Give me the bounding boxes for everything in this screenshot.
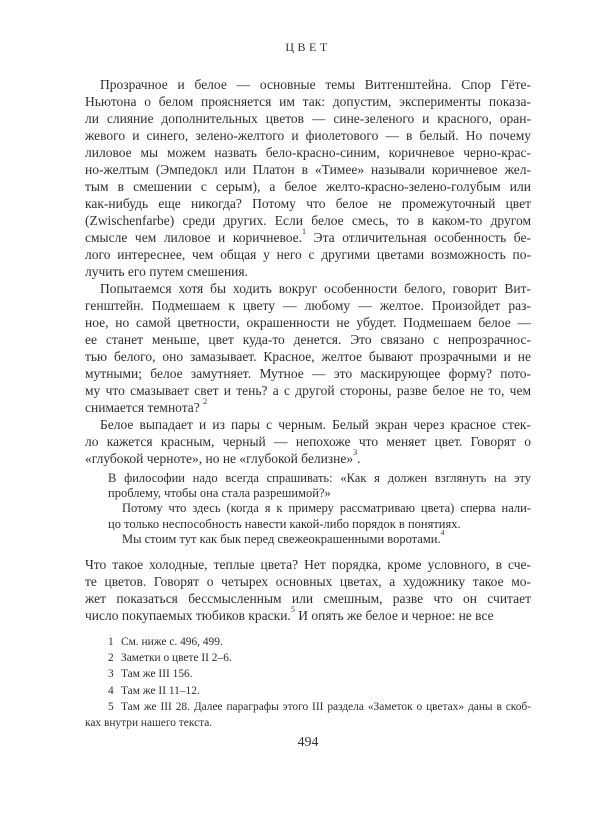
footnote: [85, 634, 531, 650]
text-line: ло кажется красным, черный — непохоже что меняет цвет. Говорят о: [85, 434, 531, 449]
text-line: мутными; белое замутняет. Мутное — это маскирующее форму? пото-: [85, 366, 531, 381]
footnote-number: 3: [108, 668, 114, 681]
footnote-number: 2: [108, 652, 114, 665]
footnote-reference: 5: [290, 604, 295, 614]
text-line: жевого и синего, зелено-желтого и фиолетового — в белый. Но почему: [85, 128, 531, 143]
text-line: генштейн. Подмешаем к цвету — любому — желтое. Произойдет раз-: [85, 298, 531, 313]
footnote-line: 4 Там же II 11–12.: [85, 683, 531, 699]
text-line: тым в смешении с серым), а белое желто-красно-зелено-голубым или: [85, 179, 531, 194]
footnote-number: 1: [108, 636, 114, 649]
paragraph: [85, 556, 531, 624]
text-line: Что такое холодные, теплые цвета? Нет порядка, кроме условного, в сче-: [85, 557, 531, 573]
quote-block: [85, 471, 531, 547]
quote-line: В философии надо всегда спрашивать: «Как я должен взглянуть на эту: [108, 471, 531, 485]
text-line: Прозрачное и белое — основные темы Витгенштейна. Спор Гёте-: [100, 77, 531, 92]
paragraph: [85, 416, 531, 467]
text-line: но-желтым (Эмпедокл или Платон в «Тимее» называли коричневое жел-: [85, 162, 531, 177]
quote-paragraph: [108, 528, 531, 547]
footnote: [85, 650, 531, 666]
quote-line: Потому что здесь (когда я к примеру рассматриваю цвета) сперва нали-: [122, 501, 531, 516]
footnote-reference: 1: [302, 226, 307, 236]
footnote-line: 5 Там же III 28. Далее параграфы этого III раздела «Заметок о цветах» даны в скоб-: [85, 699, 531, 715]
text-line: Ньютона о белом проясняется им так: допустим, эксперименты показа-: [85, 94, 531, 109]
text-line: Белое выпадает и из пары с черным. Белый экран через красное стек-: [100, 417, 531, 432]
footnote-reference: 3: [353, 447, 358, 457]
text-line: снимается темнота? $^2$: [85, 396, 208, 415]
text-line: смысле чем лиловое и коричневое.$^1$ Эта отличительная особенность бе-: [85, 226, 531, 245]
paragraph: [85, 76, 531, 280]
text-line: жет показаться бессмысленным или смешным, разве что он считает: [85, 591, 531, 607]
text-line: те цветов. Говорят о четырех основных цветах, а художнику такое мо-: [85, 574, 531, 590]
text-line: лого интереснее, чем общая у него с другими цветами возможность по-: [85, 247, 531, 262]
text-line: му что смазывает свет и тень? а с другой стороны, разве белое не то, чем: [85, 383, 531, 398]
text-line: Попытаемся хотя бы ходить вокруг особенности белого, говорит Вит-: [100, 281, 531, 296]
footnote: [85, 699, 531, 731]
text-column: [85, 40, 531, 751]
footnote-wrap-line: ках внутри нашего текста.: [85, 717, 213, 730]
footnote-line: 2 Заметки о цвете II 2–6.: [85, 650, 531, 666]
text-line: число покупаемых тюбиков краски.$^5$ И опять же белое и черное: не все: [85, 604, 494, 624]
running-head: ЦВЕТ: [285, 40, 331, 54]
text-line: «глубокой черноте», но не «глубокой белизне»$^3$.: [85, 447, 361, 466]
footnote-line: 3 Там же III 156.: [85, 666, 531, 682]
footnote-number: 5: [108, 700, 114, 713]
text-line: лиловое мы можем назвать бело-красно-синим, коричневое черно-крас-: [85, 145, 531, 160]
footnotes: [85, 634, 531, 731]
footnote: [85, 683, 531, 699]
quote-line: цо только неспособность навести какой-либо порядок в понятиях.: [108, 516, 461, 531]
footnote-reference: 2: [203, 396, 208, 406]
text-line: ее станет меньше, цвет куда-то денется. Это связано с непрозрачнос-: [85, 332, 531, 347]
quote-line: Мы стоим тут как бык перед свежеокрашенными воротами.$^4$: [122, 528, 445, 546]
paragraph: [85, 280, 531, 416]
footnote-number: 4: [108, 684, 114, 697]
text-line: тью белого, оно замазывает. Красное, желтое бывают прозрачными и не: [85, 349, 531, 364]
text-line: ли слияние дополнительных цветов — сине-зеленого и красного, оран-: [85, 111, 531, 126]
footnote-line: 1 См. ниже с. 496, 499.: [85, 634, 531, 650]
text-line: лучить его путем смешения.: [85, 264, 248, 279]
quote-line: проблему, чтобы она стала разрешимой?»: [108, 486, 331, 501]
footnote-reference: 4: [440, 528, 445, 538]
footnote: [85, 666, 531, 682]
body-text: [85, 76, 531, 624]
page-number: 494: [297, 735, 319, 751]
text-line: (Zwischenfarbe) среди других. Если белое смесь, то в каком-то другом: [85, 213, 531, 228]
text-line: как-нибудь еще никогда? Потому что белое не промежуточный цвет: [85, 196, 531, 211]
quote-paragraph: [108, 501, 531, 531]
quote-paragraph: [108, 471, 531, 501]
text-line: ное, но самой цветности, окрашенности не убудет. Подмешаем белое —: [85, 315, 531, 330]
